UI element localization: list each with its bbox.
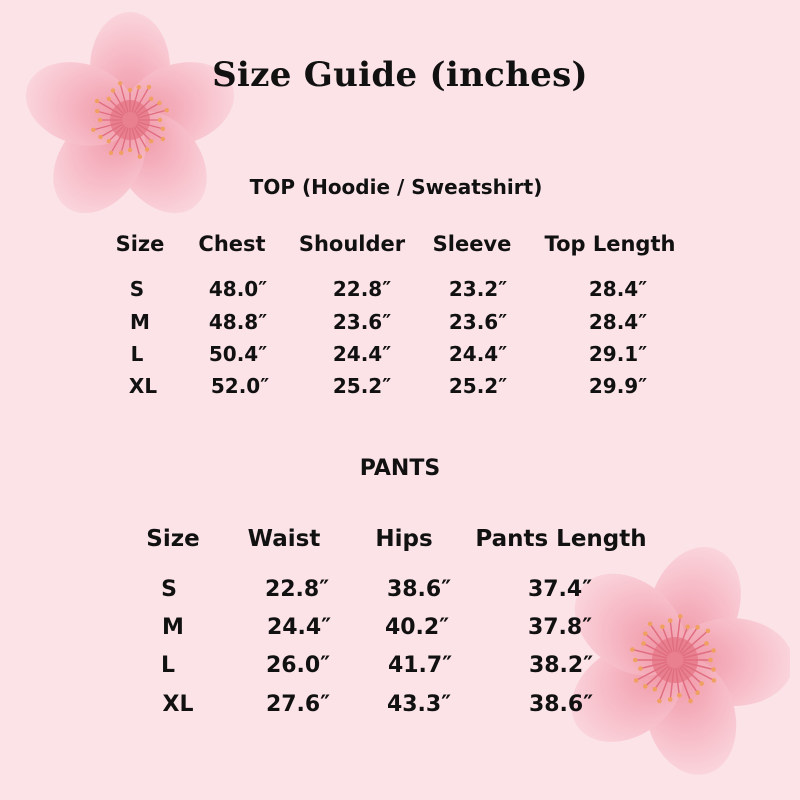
top-cell: XL xyxy=(128,374,158,398)
pants-header-waist: Waist xyxy=(247,526,321,552)
pants-cell: 26.0″ xyxy=(265,653,331,678)
top-cell: 28.4″ xyxy=(588,310,648,334)
pants-cell: M xyxy=(162,615,184,640)
pants-section-title: PANTS xyxy=(359,456,441,481)
top-cell: 29.1″ xyxy=(588,342,648,366)
top-cell: M xyxy=(130,310,150,334)
top-cell: 25.2″ xyxy=(448,374,508,398)
top-cell: S xyxy=(129,277,145,301)
pants-cell: S xyxy=(161,577,177,602)
pants-header-size: Size xyxy=(146,526,200,552)
flower-icon xyxy=(560,545,790,775)
top-cell: 29.9″ xyxy=(588,374,648,398)
pants-cell: 40.2″ xyxy=(384,615,450,640)
top-cell: 23.6″ xyxy=(332,310,392,334)
pants-cell: 43.3″ xyxy=(386,692,452,717)
pants-header-pants-length: Pants Length xyxy=(475,526,647,552)
pants-header-hips: Hips xyxy=(375,526,433,552)
top-header-shoulder: Shoulder xyxy=(298,232,406,256)
pants-cell: 37.8″ xyxy=(527,615,593,640)
top-cell: 24.4″ xyxy=(448,342,508,366)
top-cell: 23.2″ xyxy=(448,277,508,301)
top-cell: 28.4″ xyxy=(588,277,648,301)
pants-cell: 37.4″ xyxy=(527,577,593,602)
pants-cell: 38.6″ xyxy=(386,577,452,602)
pants-cell: 38.2″ xyxy=(528,653,594,678)
top-cell: 23.6″ xyxy=(448,310,508,334)
pants-cell: 38.6″ xyxy=(528,692,594,717)
page-title: Size Guide (inches) xyxy=(212,55,588,95)
top-cell: 24.4″ xyxy=(332,342,392,366)
top-header-sleeve: Sleeve xyxy=(432,232,512,256)
top-header-size: Size xyxy=(115,232,165,256)
pants-cell: 41.7″ xyxy=(387,653,453,678)
top-section-title: TOP (Hoodie / Sweatshirt) xyxy=(249,175,543,199)
pants-cell: 27.6″ xyxy=(265,692,331,717)
pants-cell: XL xyxy=(162,692,194,717)
pants-cell: 22.8″ xyxy=(264,577,330,602)
top-cell: 48.0″ xyxy=(208,277,268,301)
top-header-top-length: Top Length xyxy=(544,232,676,256)
top-cell: 25.2″ xyxy=(332,374,392,398)
top-header-chest: Chest xyxy=(198,232,266,256)
pants-cell: L xyxy=(160,653,176,678)
pants-cell: 24.4″ xyxy=(266,615,332,640)
top-cell: 52.0″ xyxy=(210,374,270,398)
top-cell: L xyxy=(130,342,144,366)
top-cell: 50.4″ xyxy=(208,342,268,366)
top-cell: 22.8″ xyxy=(332,277,392,301)
top-cell: 48.8″ xyxy=(208,310,268,334)
